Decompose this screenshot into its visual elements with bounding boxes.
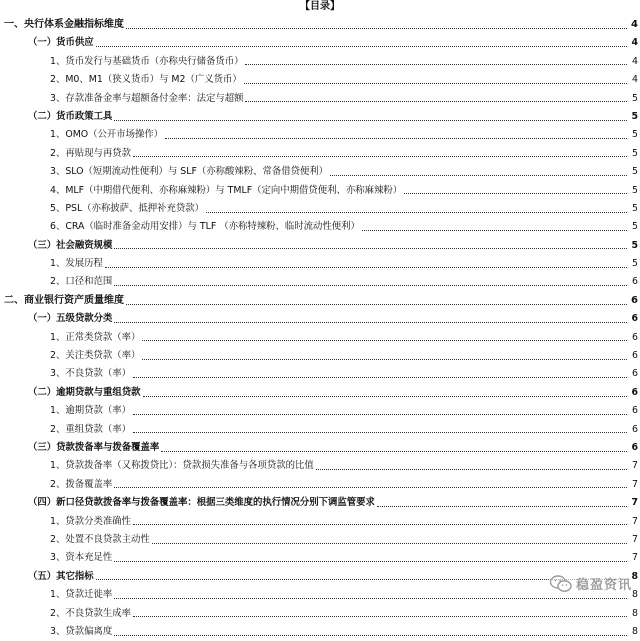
dot-leader <box>152 543 627 544</box>
toc-label: 1、贷款拨备率（又称拨贷比）：贷款损失准备与各项贷款的比值 <box>50 457 316 475</box>
toc-page-number: 5 <box>632 92 638 104</box>
toc-chapter[interactable] <box>0 292 640 310</box>
dot-leader <box>114 487 627 488</box>
toc-page-number: 5 <box>632 202 638 214</box>
dot-leader <box>161 451 627 452</box>
dot-leader <box>96 46 627 47</box>
toc-page-number: 5 <box>631 239 638 251</box>
toc-label: （一）货币供应 <box>28 34 96 52</box>
toc-section[interactable] <box>0 237 640 255</box>
dot-leader <box>133 377 627 378</box>
dot-leader <box>206 212 627 213</box>
toc-page-number: 5 <box>632 129 638 141</box>
toc-item[interactable] <box>0 273 640 291</box>
toc-page-number: 7 <box>632 460 638 472</box>
toc-label: （四）新口径贷款拨备率与拨备覆盖率：根据三类维度的执行情况分别下调监管要求 <box>28 494 377 512</box>
dot-leader <box>114 120 627 121</box>
dot-leader <box>133 524 627 525</box>
toc-page-number: 8 <box>631 570 638 582</box>
toc-section[interactable] <box>0 568 640 586</box>
toc-item[interactable] <box>0 365 640 383</box>
toc-chapter[interactable] <box>0 16 640 34</box>
toc-label: 3、SLO（短期流动性便利）与 SLF（亦称酸辣粉、常备借贷便利） <box>50 163 330 181</box>
dot-leader <box>105 267 627 268</box>
toc-item[interactable] <box>0 329 640 347</box>
dot-leader <box>133 616 627 617</box>
toc-label: 1、发展历程 <box>50 255 105 273</box>
toc-page-number: 5 <box>632 258 638 270</box>
toc-label: 4、MLF（中期借代便利、亦称麻辣粉）与 TMLF（定向中期借贷便利、亦称麻辣粉） <box>50 182 404 200</box>
toc-item[interactable] <box>0 402 640 420</box>
toc-page-number: 6 <box>632 276 638 288</box>
dot-leader <box>114 322 627 323</box>
toc-page-number: 6 <box>632 423 638 435</box>
toc-item[interactable] <box>0 421 640 439</box>
toc-item[interactable] <box>0 347 640 365</box>
toc-label: （二）逾期贷款与重组贷款 <box>28 384 143 402</box>
toc-label: （二）货币政策工具 <box>28 108 114 126</box>
toc-item[interactable] <box>0 476 640 494</box>
toc-page-number: 6 <box>631 386 638 398</box>
dot-leader <box>114 598 627 599</box>
toc-label: 3、不良贷款（率） <box>50 365 133 383</box>
dot-leader <box>316 469 627 470</box>
toc-label: 6、CRA（临时准备金动用安排）与 TLF （亦称特辣粉、临时流动性便利） <box>50 218 362 236</box>
toc-item[interactable] <box>0 586 640 604</box>
toc-item[interactable] <box>0 53 640 71</box>
toc-label: 2、处置不良贷款主动性 <box>50 531 152 549</box>
toc-item[interactable] <box>0 457 640 475</box>
dot-leader <box>126 28 627 29</box>
toc-item[interactable] <box>0 90 640 108</box>
toc-page-number: 6 <box>632 350 638 362</box>
dot-leader <box>96 579 627 580</box>
toc-label: 二、商业银行资产质量维度 <box>4 292 126 310</box>
toc-page-number: 5 <box>632 147 638 159</box>
toc-label: 2、关注类贷款（率） <box>50 347 142 365</box>
page-title: 【目录】 <box>300 1 340 12</box>
toc-page-number: 8 <box>632 607 638 619</box>
toc-page-number: 6 <box>632 331 638 343</box>
dot-leader <box>133 414 627 415</box>
toc-label: 1、贷款迁徙率 <box>50 586 114 604</box>
toc-label: 3、资本充足性 <box>50 549 114 567</box>
toc-section[interactable] <box>0 494 640 512</box>
toc-page-number: 6 <box>631 441 638 453</box>
dot-leader <box>377 506 627 507</box>
toc-page-number: 7 <box>632 552 638 564</box>
toc-item[interactable] <box>0 126 640 144</box>
toc-section[interactable] <box>0 310 640 328</box>
toc-item[interactable] <box>0 255 640 273</box>
toc-label: 2、再贴现与再贷款 <box>50 145 133 163</box>
dot-leader <box>244 83 627 84</box>
toc-label: 2、M0、M1（狭义货币）与 M2（广义货币） <box>50 71 244 89</box>
dot-leader <box>114 285 627 286</box>
toc-label: （一）五级贷款分类 <box>28 310 114 328</box>
dot-leader <box>362 230 627 231</box>
dot-leader <box>133 156 627 157</box>
dot-leader <box>133 432 627 433</box>
toc-item[interactable] <box>0 218 640 236</box>
toc-page-number: 8 <box>632 625 638 637</box>
watermark-text: 稳盈资讯 <box>575 578 632 593</box>
dot-leader <box>165 138 627 139</box>
toc-page-number: 7 <box>631 497 638 509</box>
toc-page-number: 7 <box>632 533 638 545</box>
toc-item[interactable] <box>0 71 640 89</box>
toc-label: 1、货币发行与基础货币（亦称央行储备货币） <box>50 53 245 71</box>
toc-page-number: 5 <box>632 166 638 178</box>
toc-section[interactable] <box>0 34 640 52</box>
toc-item[interactable] <box>0 200 640 218</box>
toc-page-number: 6 <box>632 368 638 380</box>
toc-item[interactable] <box>0 531 640 549</box>
toc-label: （五）其它指标 <box>28 568 96 586</box>
toc-page-number: 6 <box>632 405 638 417</box>
toc-label: 2、重组贷款（率） <box>50 421 133 439</box>
dot-leader <box>142 359 627 360</box>
toc-page-number: 6 <box>631 294 638 306</box>
dot-leader <box>114 635 627 636</box>
toc-label: 1、OMO（公开市场操作） <box>50 126 165 144</box>
dot-leader <box>126 304 627 305</box>
toc-item[interactable] <box>0 513 640 531</box>
toc-page-number: 8 <box>632 589 638 601</box>
toc-page-number: 7 <box>632 515 638 527</box>
table-of-contents <box>0 16 640 641</box>
dot-leader <box>142 340 627 341</box>
toc-label: 1、贷款分类准确性 <box>50 513 133 531</box>
toc-label: 3、存款准备金率与超额备付金率：法定与超额 <box>50 90 245 108</box>
toc-label: （三）社会融资规模 <box>28 237 114 255</box>
dot-leader <box>330 175 627 176</box>
toc-label: 2、不良贷款生成率 <box>50 605 133 623</box>
toc-section[interactable] <box>0 384 640 402</box>
toc-page-number: 5 <box>631 110 638 122</box>
toc-item[interactable] <box>0 623 640 641</box>
toc-item[interactable] <box>0 163 640 181</box>
toc-page-number: 6 <box>631 313 638 325</box>
toc-page-number: 5 <box>632 221 638 233</box>
dot-leader <box>245 101 627 102</box>
toc-label: （三）贷款拨备率与拨备覆盖率 <box>28 439 161 457</box>
toc-item[interactable] <box>0 182 640 200</box>
dot-leader <box>143 396 627 397</box>
dot-leader <box>114 248 627 249</box>
toc-label: 1、逾期贷款（率） <box>50 402 133 420</box>
toc-label: 1、正常类贷款（率） <box>50 329 142 347</box>
dot-leader <box>404 193 627 194</box>
toc-page-number: 4 <box>631 37 638 49</box>
toc-item[interactable] <box>0 605 640 623</box>
toc-label: 2、拨备覆盖率 <box>50 476 114 494</box>
toc-item[interactable] <box>0 145 640 163</box>
toc-page-number: 4 <box>632 74 638 86</box>
toc-label: 5、PSL（亦称披萨、抵押补充贷款） <box>50 200 206 218</box>
toc-item[interactable] <box>0 549 640 567</box>
toc-label: 一、央行体系金融指标维度 <box>4 16 126 34</box>
wechat-icon <box>550 575 572 593</box>
dot-leader <box>114 561 627 562</box>
toc-section[interactable] <box>0 439 640 457</box>
dot-leader <box>245 64 627 65</box>
toc-label: 2、口径和范围 <box>50 273 114 291</box>
toc-page-number: 4 <box>631 19 638 30</box>
toc-page-number: 5 <box>632 184 638 196</box>
toc-page-number: 4 <box>632 55 638 67</box>
toc-section[interactable] <box>0 108 640 126</box>
watermark <box>550 574 632 593</box>
toc-page-number: 7 <box>632 478 638 490</box>
toc-label: 3、贷款偏离度 <box>50 623 114 641</box>
